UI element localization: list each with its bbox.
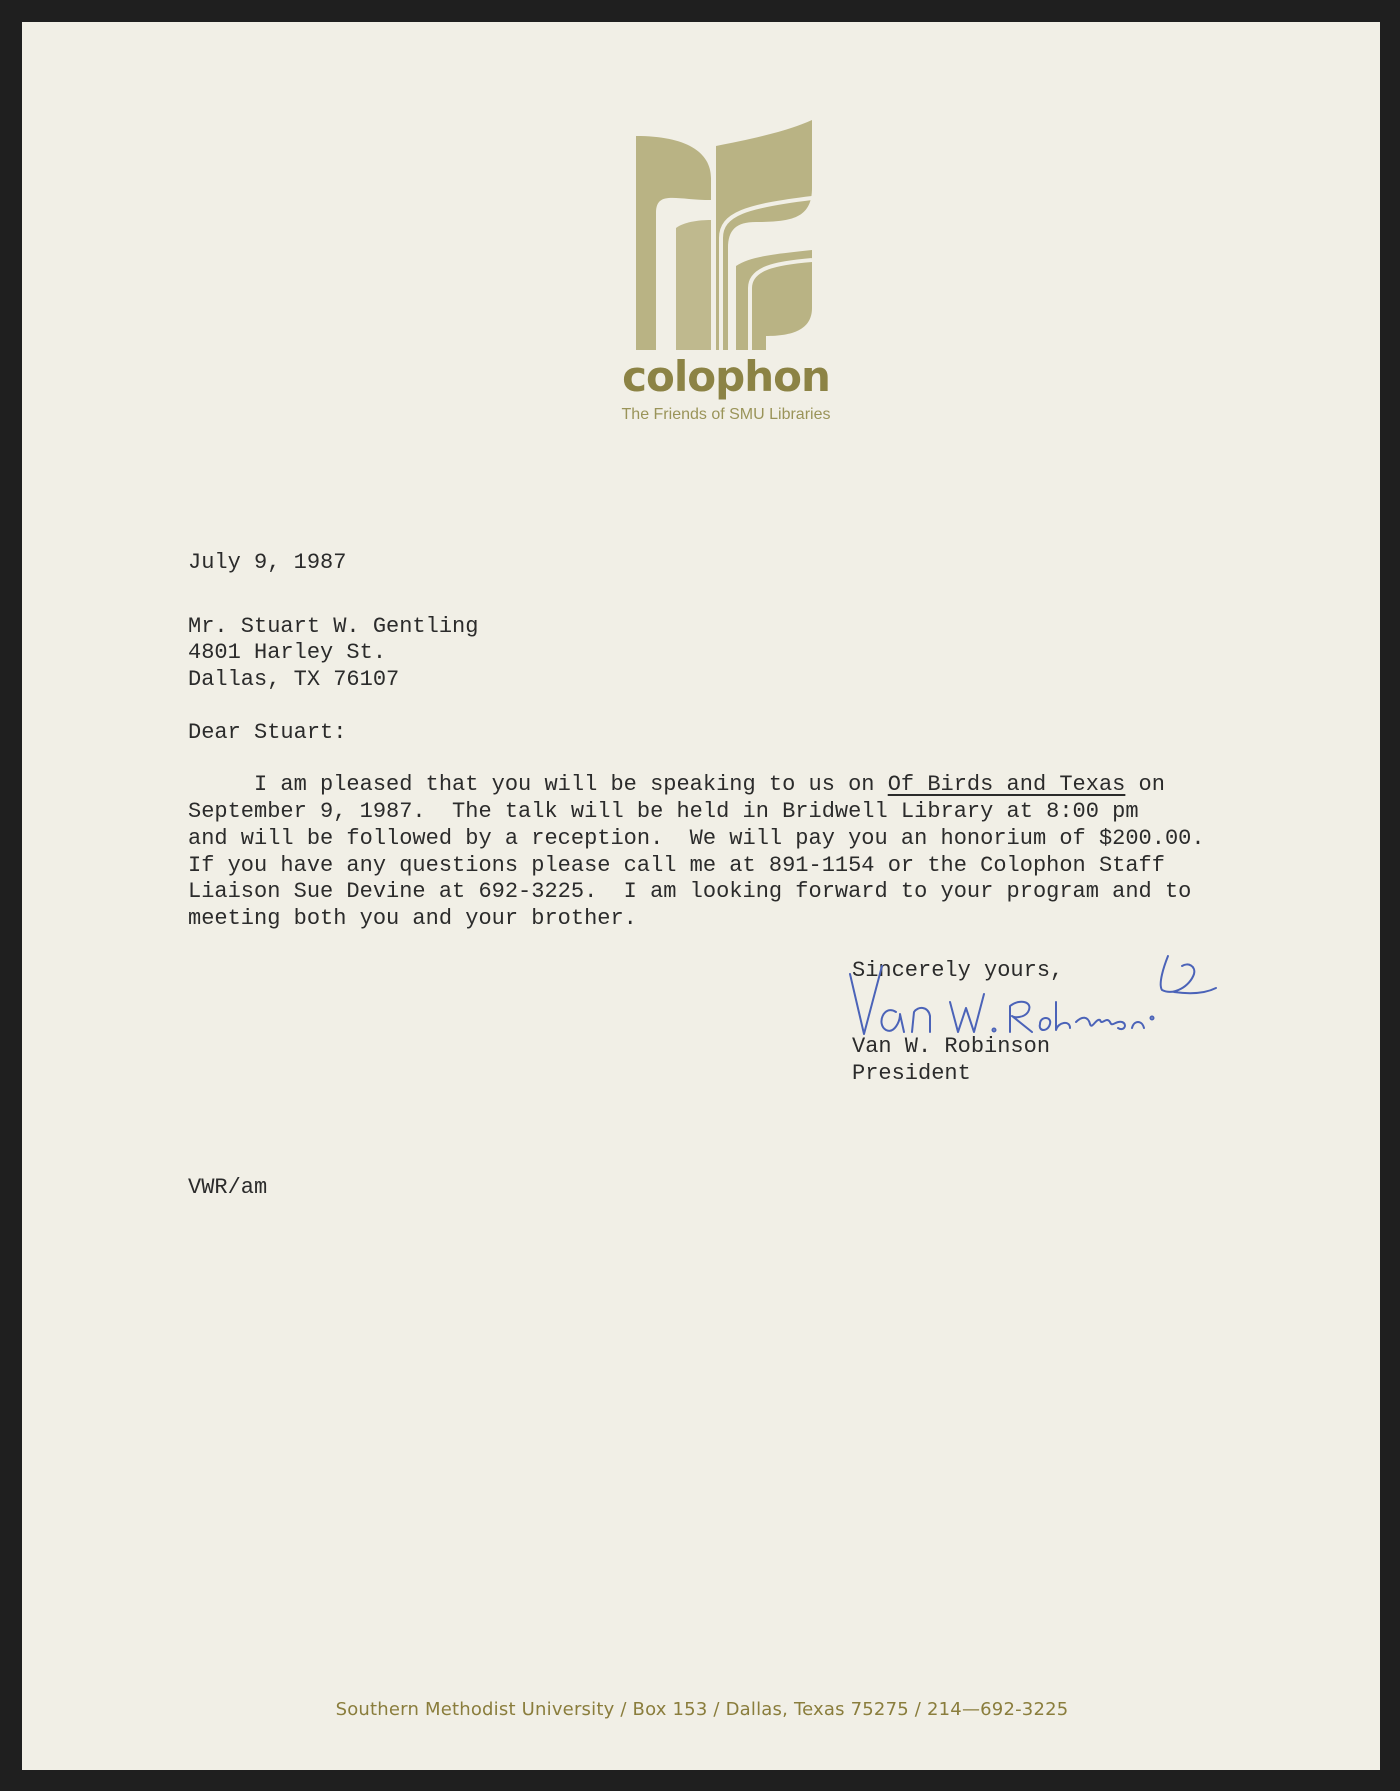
recipient-name: Mr. Stuart W. Gentling — [188, 614, 479, 639]
body-line-5: Liaison Sue Devine at 692-3225. I am looking forward to your program and to — [188, 879, 1192, 904]
signer-title: President — [852, 1061, 971, 1086]
handwritten-signature — [844, 942, 1224, 1042]
letter-page — [22, 22, 1380, 1770]
body-line-3: and will be followed by a reception. We will pay you an honorium of $200.00. — [188, 826, 1205, 851]
closing: Sincerely yours, — [852, 958, 1064, 983]
body-line-4: If you have any questions please call me at 891-1154 or the Colophon Staff — [188, 853, 1165, 878]
signer-name: Van W. Robinson — [852, 1034, 1051, 1059]
talk-title: Of Birds and Texas — [887, 772, 1126, 797]
letterhead-footer: Southern Methodist University / Box 153 / Dallas, Texas 75275 / 214—692-3225 — [335, 1699, 1069, 1720]
letter-date: July 9, 1987 — [188, 550, 347, 575]
salutation: Dear Stuart: — [188, 720, 347, 745]
body-line-1 — [188, 772, 1165, 799]
body-line-2: September 9, 1987. The talk will be held in Bridwell Library at 8:00 pm — [188, 799, 1139, 824]
body-line-1-start: I am pleased that you will be speaking to us on — [188, 772, 888, 797]
body-line-1-end: on — [1125, 772, 1165, 797]
recipient-street: 4801 Harley St. — [188, 640, 387, 665]
logo-wordmark: colophon — [622, 352, 830, 401]
recipient-city: Dallas, TX 76107 — [188, 667, 400, 692]
logo-tagline: The Friends of SMU Libraries — [621, 406, 831, 423]
body-line-6: meeting both you and your brother. — [188, 906, 637, 931]
stylized-leaves-icon — [616, 118, 836, 350]
typist-initials: VWR/am — [188, 1175, 268, 1200]
